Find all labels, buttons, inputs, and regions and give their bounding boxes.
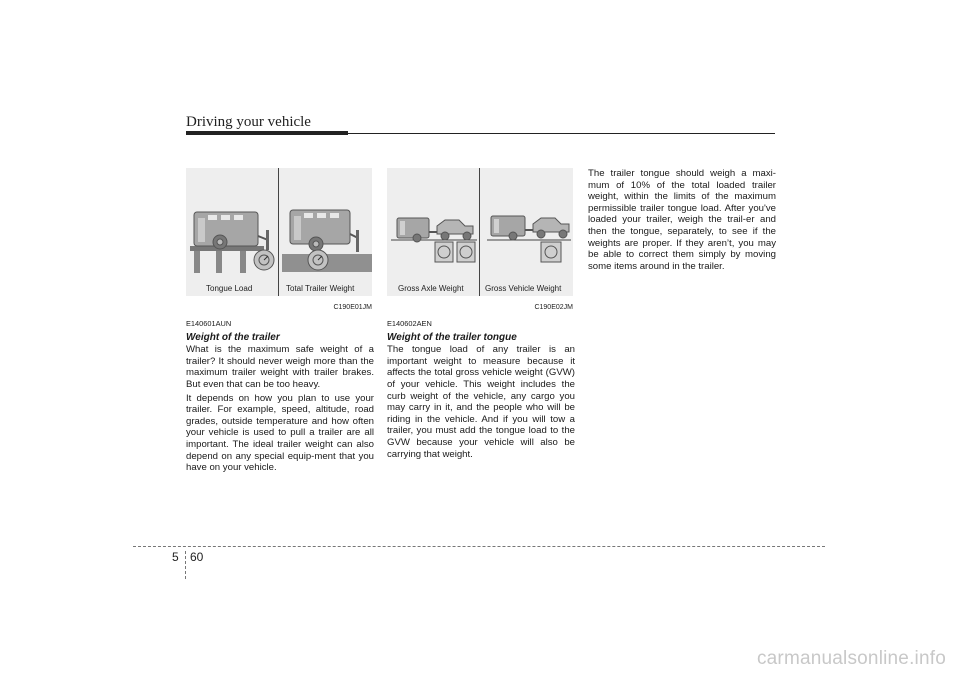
section-weight-of-trailer — [186, 318, 374, 476]
figure-code: C190E01JM — [333, 304, 372, 311]
figure-trailer-weight — [186, 168, 372, 316]
header-rule-thin — [348, 133, 775, 134]
vehicle-weighing-illustration — [387, 168, 573, 296]
watermark: carmanualsonline.info — [756, 648, 946, 669]
figure-label-tongue-load: Tongue Load — [206, 284, 253, 293]
total-trailer-weight-drawing — [282, 210, 372, 272]
paragraph: The tongue load of any trailer is an important weight to measure because it affects the total gross vehicle weight (GVW) of your vehicle. This weight includes the curb weight of the vehicle, any cargo you may carry in it, and the people who will be riding in the vehicle. And if you will tow a trailer, you must add the tongue load to the GVW because your vehicle will also be carrying that weight. — [387, 344, 575, 460]
figure-code: C190E02JM — [534, 304, 573, 311]
section-weight-of-tongue — [387, 318, 575, 462]
section-title: Weight of the trailer tongue — [387, 331, 517, 343]
section-code: E140602AEN — [387, 319, 432, 328]
footer-vertical-rule — [185, 551, 186, 579]
paragraph: It depends on how you plan to use your trailer. For example, speed, altitude, road grades, outside temperature and how often your vehicle is used to pull a trailer are all important. The ideal trailer weight can also depend on any special equip-ment that you have on your vehicle. — [186, 392, 374, 474]
section-tongue-weight-guidance — [588, 168, 776, 274]
page-number: 60 — [190, 550, 204, 564]
chapter-number: 5 — [172, 550, 179, 564]
figure-divider — [479, 168, 480, 296]
figure-divider — [278, 168, 279, 296]
paragraph: The trailer tongue should weigh a maxi-mum of 10% of the total loaded trailer weight, within the limits of the maximum permissible trailer tongue load. After you've loaded your trailer, weigh the trail-er and then the tongue, separately, to see if the weights are proper. If they aren’t, you may be able to correct them simply by moving some items around in the trailer. — [588, 168, 776, 272]
gross-axle-weight-drawing — [391, 218, 477, 262]
header-title: Driving your vehicle — [186, 114, 311, 130]
header-rule-thick — [186, 131, 348, 135]
figure-label-gross-axle-weight: Gross Axle Weight — [398, 284, 464, 293]
gross-vehicle-weight-drawing — [487, 216, 571, 262]
figure-label-total-trailer-weight: Total Trailer Weight — [286, 284, 355, 293]
section-title: Weight of the trailer — [186, 331, 280, 343]
footer-rule — [133, 546, 825, 547]
section-code: E140601AUN — [186, 319, 232, 328]
figure-label-gross-vehicle-weight: Gross Vehicle Weight — [485, 284, 562, 293]
tongue-load-drawing — [190, 212, 274, 273]
paragraph: What is the maximum safe weight of a trailer? It should never weigh more than the maximum trailer weight with trailer brakes. But even that can be too heavy. — [186, 344, 374, 390]
figure-vehicle-weight — [387, 168, 573, 316]
trailer-weighing-illustration — [186, 168, 372, 296]
